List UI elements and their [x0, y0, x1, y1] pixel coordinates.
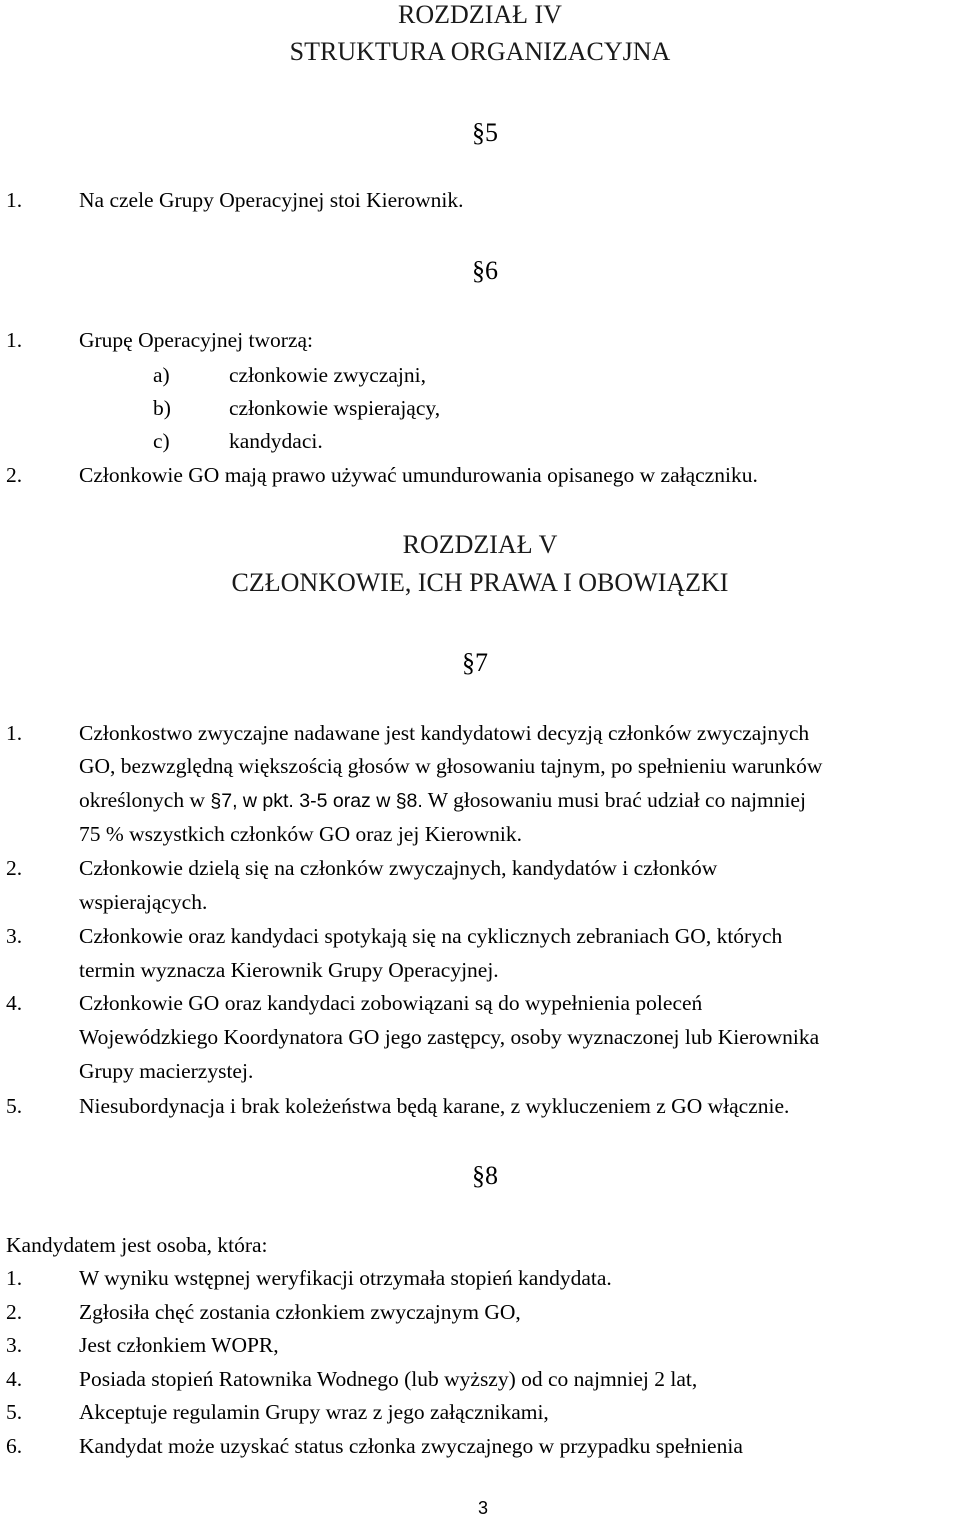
s8-item-4-num: 4. — [6, 1367, 23, 1391]
s6-sub-b-text: członkowie wspierający, — [229, 396, 441, 420]
s7-item-1-line-3-part-b: §7, w pkt. 3-5 oraz w §8. — [210, 790, 423, 812]
section-7-mark: §7 — [462, 648, 488, 677]
s7-item-2-line-1: Członkowie dzielą się na członków zwyczajnych, kandydatów i członków — [79, 856, 718, 880]
s8-item-6-text: Kandydat może uzyskać status członka zwyczajnego w przypadku spełnienia — [79, 1434, 743, 1458]
s8-item-2-text: Zgłosiła chęć zostania członkiem zwyczajnym GO, — [79, 1300, 521, 1324]
section-6-mark: §6 — [472, 256, 498, 285]
s7-item-4-line-3: Grupy macierzystej. — [79, 1059, 254, 1083]
s7-item-3-line-1: Członkowie oraz kandydaci spotykają się na cyklicznych zebraniach GO, których — [79, 924, 783, 948]
s6-item-1-num: 1. — [6, 328, 23, 352]
s8-item-1-text: W wyniku wstępnej weryfikacji otrzymała stopień kandydata. — [79, 1266, 612, 1290]
s7-item-2-num: 2. — [6, 856, 23, 880]
section-5-mark: §5 — [472, 118, 498, 147]
s8-item-2-num: 2. — [6, 1300, 23, 1324]
s6-item-1-text: Grupę Operacyjnej tworzą: — [79, 328, 314, 352]
s8-item-1-num: 1. — [6, 1266, 23, 1290]
chapter-5-title: ROZDZIAŁ V — [402, 530, 558, 559]
s6-item-2-num: 2. — [6, 463, 23, 487]
s7-item-1-num: 1. — [6, 721, 23, 745]
s7-item-4-line-2: Wojewódzkiego Koordynatora GO jego zastępcy, osoby wyznaczonej lub Kierownika — [79, 1025, 820, 1049]
s7-item-1-line-3-part-c: W głosowaniu musi brać udział co najmniej — [422, 788, 806, 812]
chapter-4-title: ROZDZIAŁ IV — [398, 0, 562, 29]
s8-item-4-text: Posiada stopień Ratownika Wodnego (lub wyższy) od co najmniej 2 lat, — [79, 1367, 698, 1391]
s7-item-1-line-1: Członkostwo zwyczajne nadawane jest kandydatowi decyzją członków zwyczajnych — [79, 721, 810, 745]
s7-item-3-num: 3. — [6, 924, 23, 948]
s6-item-2-text: Członkowie GO mają prawo używać umundurowania opisanego w załączniku. — [79, 463, 758, 487]
s6-sub-a-label: a) — [153, 363, 170, 387]
s7-item-2-line-2: wspierających. — [79, 890, 208, 914]
s7-item-1-line-3-part-a: określonych w — [79, 788, 211, 812]
s6-sub-a-text: członkowie zwyczajni, — [229, 363, 426, 387]
s7-item-4-num: 4. — [6, 991, 23, 1015]
s8-intro: Kandydatem jest osoba, która: — [6, 1233, 268, 1257]
s8-item-5-num: 5. — [6, 1400, 23, 1424]
s8-item-3-num: 3. — [6, 1333, 23, 1357]
s7-item-3-line-2: termin wyznacza Kierownik Grupy Operacyjnej. — [79, 958, 499, 982]
chapter-4-subtitle: STRUKTURA ORGANIZACYJNA — [289, 37, 671, 66]
s8-item-6-num: 6. — [6, 1434, 23, 1458]
s5-item-1-text: Na czele Grupy Operacyjnej stoi Kierownik. — [79, 188, 464, 212]
s7-item-5-line-1: Niesubordynacja i brak koleżeństwa będą karane, z wykluczeniem z GO włącznie. — [79, 1094, 790, 1118]
section-8-mark: §8 — [472, 1161, 498, 1190]
s7-item-1-line-3 — [79, 786, 806, 815]
s7-item-1-line-4: 75 % wszystkich członków GO oraz jej Kierownik. — [79, 822, 523, 846]
s8-item-3-text: Jest członkiem WOPR, — [79, 1333, 279, 1357]
s6-sub-c-label: c) — [153, 429, 170, 453]
s5-item-1-num: 1. — [6, 188, 23, 212]
s7-item-4-line-1: Członkowie GO oraz kandydaci zobowiązani są do wypełnienia poleceń — [79, 991, 703, 1015]
chapter-5-subtitle: CZŁONKOWIE, ICH PRAWA I OBOWIĄZKI — [231, 568, 729, 597]
s7-item-1-line-2: GO, bezwzględną większością głosów w głosowaniu tajnym, po spełnieniu warunków — [79, 754, 823, 778]
s7-item-5-num: 5. — [6, 1094, 23, 1118]
s6-sub-c-text: kandydaci. — [229, 429, 323, 453]
page-number: 3 — [478, 1498, 489, 1518]
s6-sub-b-label: b) — [153, 396, 171, 420]
s8-item-5-text: Akceptuje regulamin Grupy wraz z jego załącznikami, — [79, 1400, 549, 1424]
